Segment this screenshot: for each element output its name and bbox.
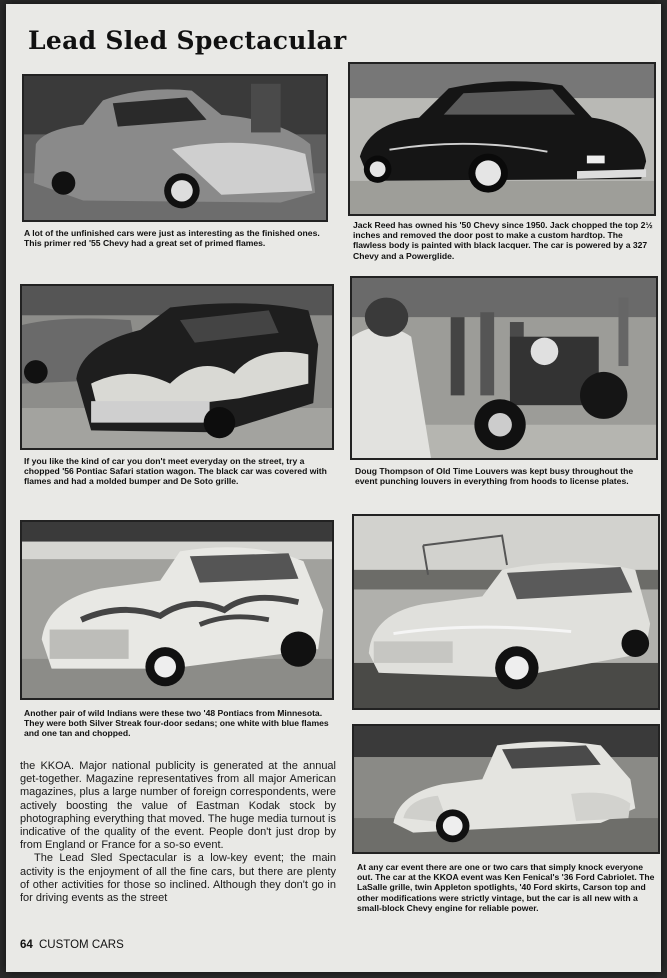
magazine-name: CUSTOM CARS <box>39 939 124 951</box>
page-footer <box>20 939 124 951</box>
page-title: Lead Sled Spectacular <box>28 26 347 55</box>
caption-photo-2: Jack Reed has owned his '50 Chevy since 1950. Jack chopped the top 2½ inches and removed the door post to make a custom hardtop. The flawless body is painted with black lacquer. The car is powered by a 327 Chevy and a Powerglide. <box>353 220 653 261</box>
page-number: 64 <box>20 939 33 951</box>
photo-flamed-wagon <box>20 284 334 450</box>
photo-tan-pontiac <box>352 514 660 710</box>
photo-white-pontiac <box>20 520 334 700</box>
magazine-page <box>6 4 661 972</box>
caption-photo-4: Doug Thompson of Old Time Louvers was kept busy throughout the event punching louvers in everything from hoods to license plates. <box>355 466 634 487</box>
photo-ford-cabriolet <box>352 724 660 854</box>
caption-photo-3: If you like the kind of car you don't meet everyday on the street, try a chopped '56 Pontiac Safari station wagon. The black car was covered with flames and had a molded bumper and De Soto grille. <box>24 456 327 487</box>
article-body <box>20 760 336 905</box>
article-paragraph-2: The Lead Sled Spectacular is a low-key event; the main activity is the enjoyment of all the fine cars, but there are plenty of other activities for those so inclined. Although they don't go in for driving events as the street <box>20 852 336 905</box>
caption-photo-1: A lot of the unfinished cars were just as interesting as the finished ones. This primer red '55 Chevy had a great set of primed flames. <box>24 228 320 249</box>
caption-photo-5: Another pair of wild Indians were these two '48 Pontiacs from Minnesota. They were both Silver Streak four-door sedans; one white with blue flames and one tan and chopped. <box>24 708 329 739</box>
caption-photo-7: At any car event there are one or two cars that simply knock everyone out. The car at the KKOA event was Ken Fenical's '36 Ford Cabriolet. The LaSalle grille, twin Appleton spotlights, '40 Ford skirts, Carson top and other modifications were strictly vintage, but the car is all new with a small-block Chevy engine for reliable power. <box>357 862 655 913</box>
photo-primer-chevy <box>22 74 328 222</box>
photo-louver-press <box>350 276 658 460</box>
photo-black-chevy <box>348 62 656 216</box>
article-paragraph-1: the KKOA. Major national publicity is generated at the annual get-together. Magazine representatives from all major American magazines, plus a large number of foreign correspondents, were actively boosting the value of Eastman Kodak stock by photographing everything that moved. The huge media turnout is indicative of the quality of the event. People don't just drop by from England or France for a so-so event. <box>20 760 336 852</box>
